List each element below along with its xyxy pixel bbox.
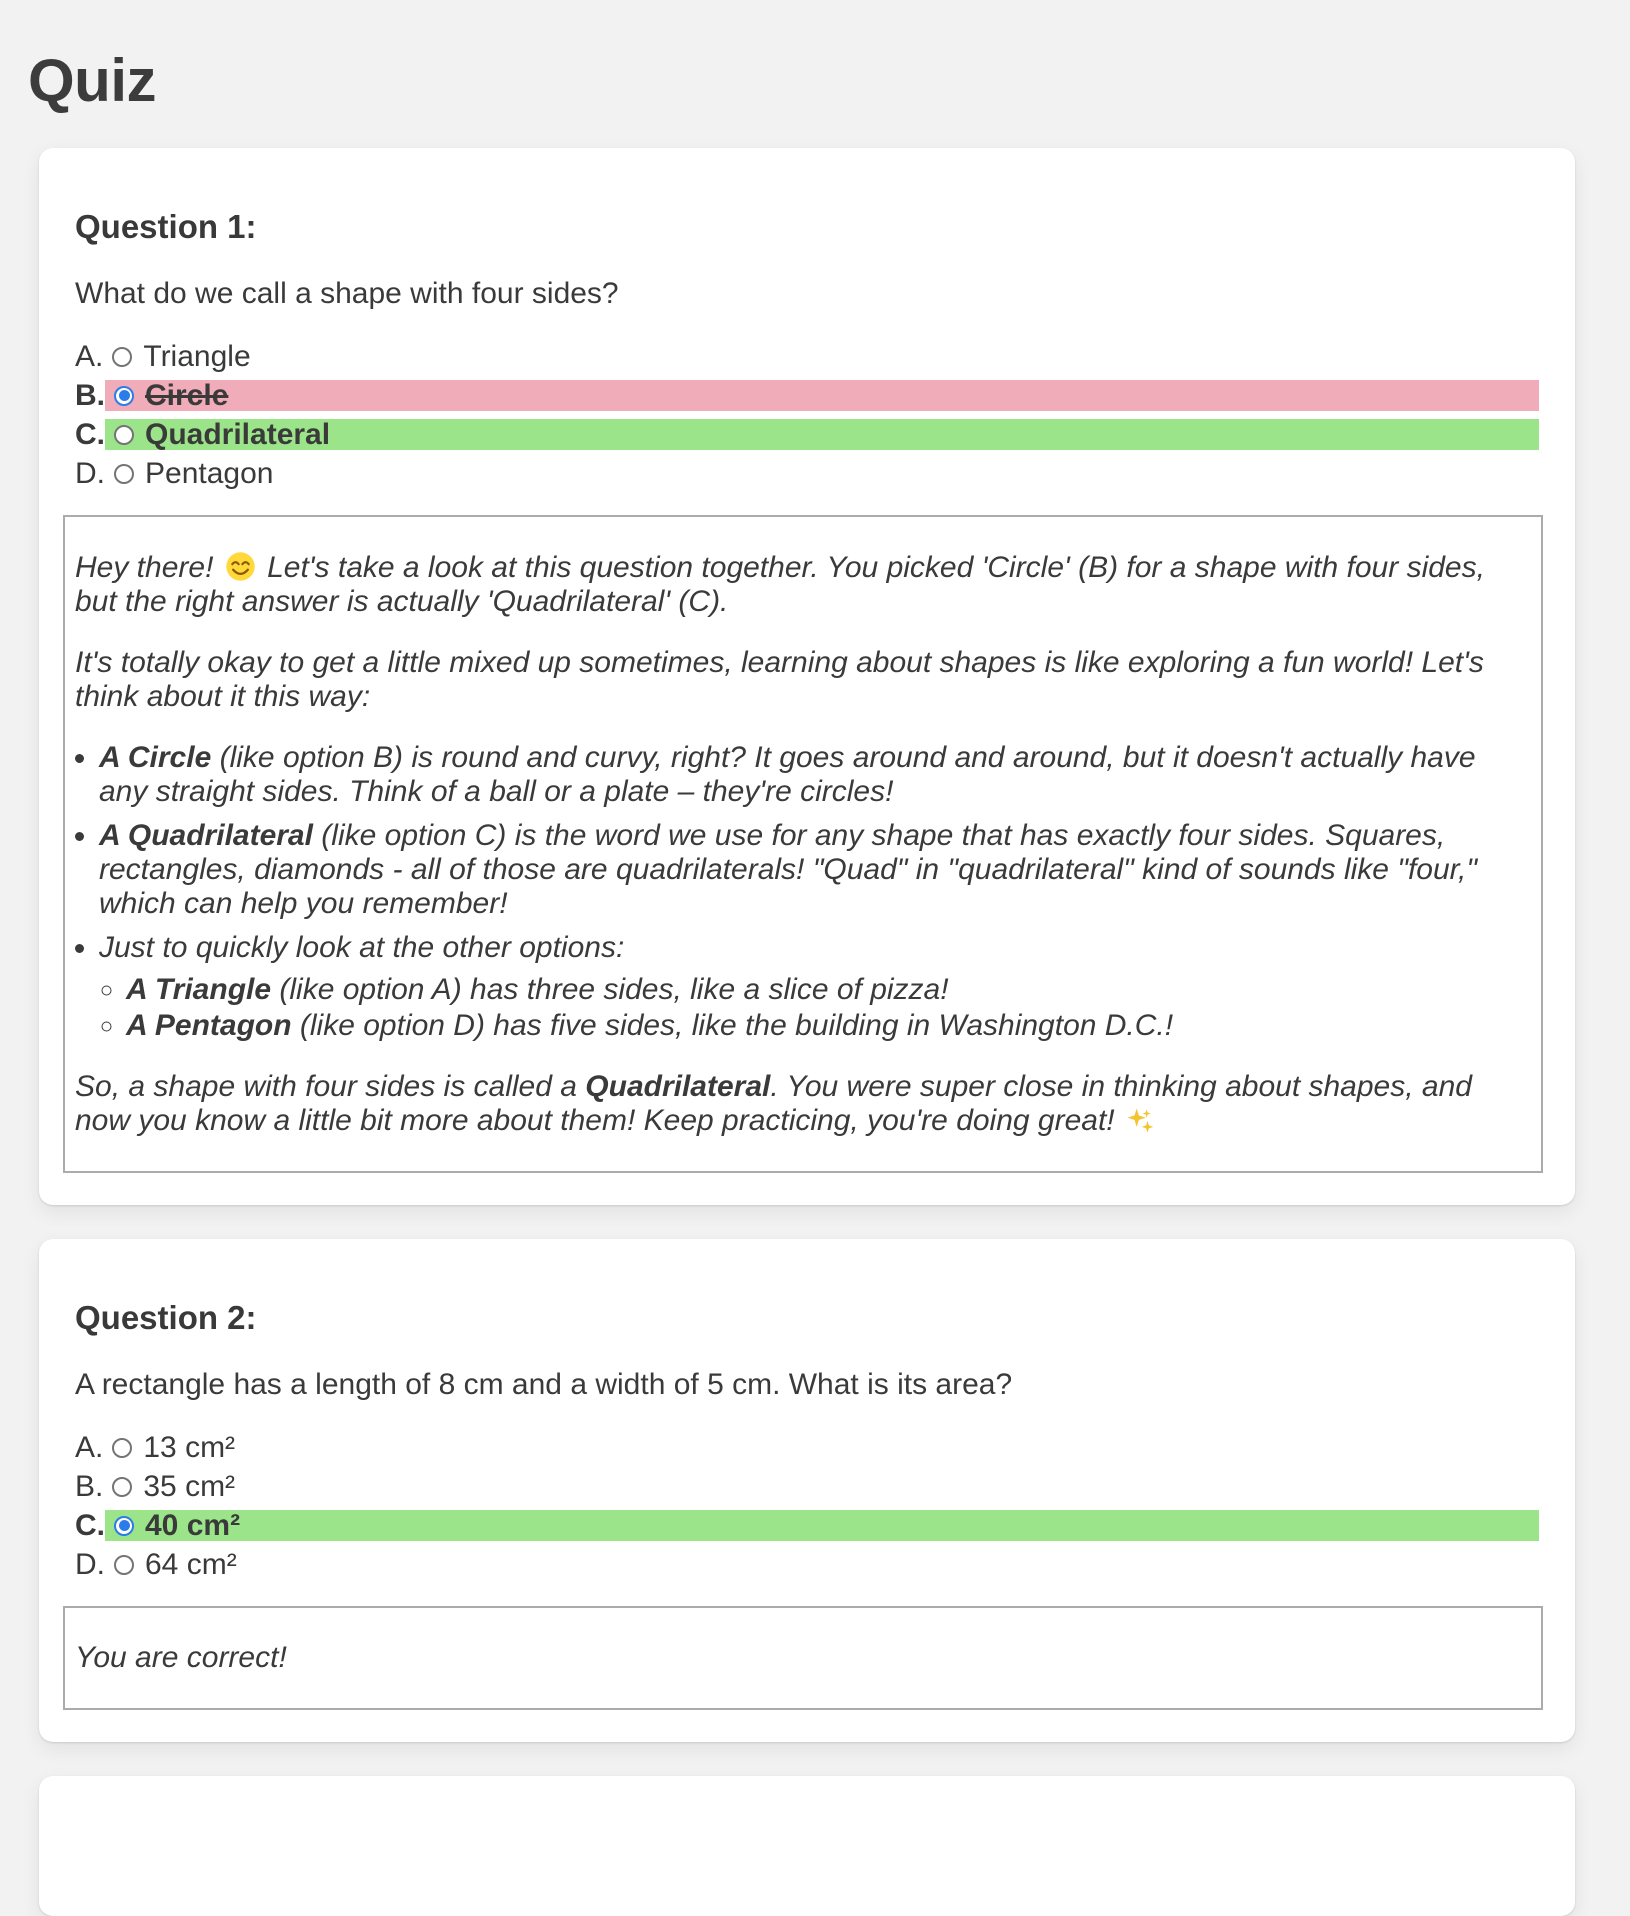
option-letter: A.: [75, 340, 104, 373]
bullet-bold-lead: A Pentagon: [126, 1009, 292, 1042]
option-letter: A.: [75, 1431, 104, 1464]
radio-q1-c[interactable]: [114, 425, 134, 445]
radio-q1-a[interactable]: [112, 347, 132, 367]
feedback-text: Let's take a look at this question together. You picked 'Circle' (B) for a shape with four sides, but the right answer is actually 'Quadrilateral' (C).: [75, 551, 1485, 618]
question-1-feedback-box: [63, 515, 1543, 1173]
q2-option-b: [75, 1471, 1539, 1502]
feedback-sub-bullet: [126, 973, 1521, 1007]
feedback-bullet: [99, 819, 1521, 921]
question-2-card: [39, 1239, 1575, 1742]
option-letter: B.: [75, 379, 105, 412]
q1-option-c-clickable[interactable]: [105, 419, 1539, 450]
option-letter: B.: [75, 1470, 104, 1503]
bullet-bold-lead: A Triangle: [126, 973, 272, 1006]
feedback-sub-bullet: [126, 1009, 1521, 1043]
q1-option-a-clickable[interactable]: [103, 341, 1539, 372]
q2-option-c-clickable[interactable]: [105, 1510, 1539, 1541]
radio-q2-d[interactable]: [114, 1555, 134, 1575]
question-1-options: [75, 341, 1539, 489]
q1-option-b-clickable[interactable]: [105, 380, 1539, 411]
feedback-sub-bullet-list: [99, 973, 1521, 1043]
feedback-paragraph: [75, 550, 1521, 619]
feedback-text: Hey there!: [75, 551, 214, 584]
question-3-card-partial: [39, 1776, 1575, 1916]
option-text: Quadrilateral: [145, 418, 331, 451]
q2-option-d: [75, 1549, 1539, 1580]
feedback-paragraph: It's totally okay to get a little mixed up sometimes, learning about shapes is like exploring a fun world! Let's think about it this way:: [75, 646, 1484, 713]
option-letter: D.: [75, 1548, 105, 1581]
radio-q1-d[interactable]: [114, 464, 134, 484]
option-letter: D.: [75, 457, 105, 490]
feedback-text: So, a shape with four sides is called a: [75, 1070, 586, 1103]
feedback-bullet-list: [75, 741, 1521, 1043]
option-text: 40 cm²: [145, 1509, 241, 1542]
option-text: Triangle: [143, 340, 251, 373]
q2-option-c: [75, 1510, 1539, 1541]
bullet-text: (like option C) is the word we use for any shape that has exactly four sides. Squares, rectangles, diamonds - all of those are quadrilaterals! "Quad" in "quadrilateral" kind of sounds like "four," which can help you remember!: [99, 819, 1477, 920]
option-text: Pentagon: [145, 457, 274, 490]
smiling-face-emoji-icon: [224, 550, 257, 583]
q1-option-c: [75, 419, 1539, 450]
q1-option-d: [75, 458, 1539, 489]
question-2-text: A rectangle has a length of 8 cm and a width of 5 cm. What is its area?: [75, 1368, 1013, 1401]
question-2-heading: Question 2:: [75, 1299, 257, 1336]
radio-q2-c[interactable]: [114, 1516, 134, 1536]
feedback-paragraph: You are correct!: [75, 1641, 287, 1674]
q2-option-d-clickable[interactable]: [105, 1549, 1539, 1580]
radio-q1-b[interactable]: [114, 386, 134, 406]
option-text: 64 cm²: [145, 1548, 237, 1581]
question-2-options: [75, 1432, 1539, 1580]
q2-option-a: [75, 1432, 1539, 1463]
question-1-card: [39, 148, 1575, 1205]
sparkles-emoji-icon: [1125, 1106, 1155, 1136]
question-1-text: What do we call a shape with four sides?: [75, 277, 619, 310]
q1-option-a: [75, 341, 1539, 372]
bullet-text: (like option B) is round and curvy, right? It goes around and around, but it doesn't actually have any straight sides. Think of a ball or a plate – they're circles!: [99, 741, 1476, 808]
bullet-text: Just to quickly look at the other options:: [99, 931, 625, 964]
feedback-bullet: [99, 741, 1521, 809]
feedback-bullet: [99, 931, 1521, 1043]
option-letter: C.: [75, 1509, 105, 1542]
radio-q2-b[interactable]: [112, 1477, 132, 1497]
q2-option-b-clickable[interactable]: [103, 1471, 1539, 1502]
q2-option-a-clickable[interactable]: [103, 1432, 1539, 1463]
option-text: Circle: [145, 379, 229, 412]
radio-q2-a[interactable]: [112, 1438, 132, 1458]
page-title: Quiz: [28, 47, 156, 114]
feedback-paragraph: [75, 1070, 1521, 1138]
option-letter: C.: [75, 418, 105, 451]
q1-option-d-clickable[interactable]: [105, 458, 1539, 489]
question-1-heading: Question 1:: [75, 208, 257, 245]
feedback-bold-text: Quadrilateral: [585, 1070, 771, 1103]
bullet-bold-lead: A Quadrilateral: [99, 819, 313, 852]
q1-option-b: [75, 380, 1539, 411]
bullet-bold-lead: A Circle: [99, 741, 212, 774]
option-text: 13 cm²: [143, 1431, 236, 1464]
bullet-text: (like option D) has five sides, like the building in Washington D.C.!: [291, 1009, 1174, 1042]
question-2-feedback-box: [63, 1606, 1543, 1710]
feedback-text: . You were super close in thinking about shapes, and now you know a little bit more about them! Keep practicing, you're doing great!: [75, 1070, 1472, 1137]
option-text: 35 cm²: [143, 1470, 236, 1503]
bullet-text: (like option A) has three sides, like a slice of pizza!: [271, 973, 949, 1006]
